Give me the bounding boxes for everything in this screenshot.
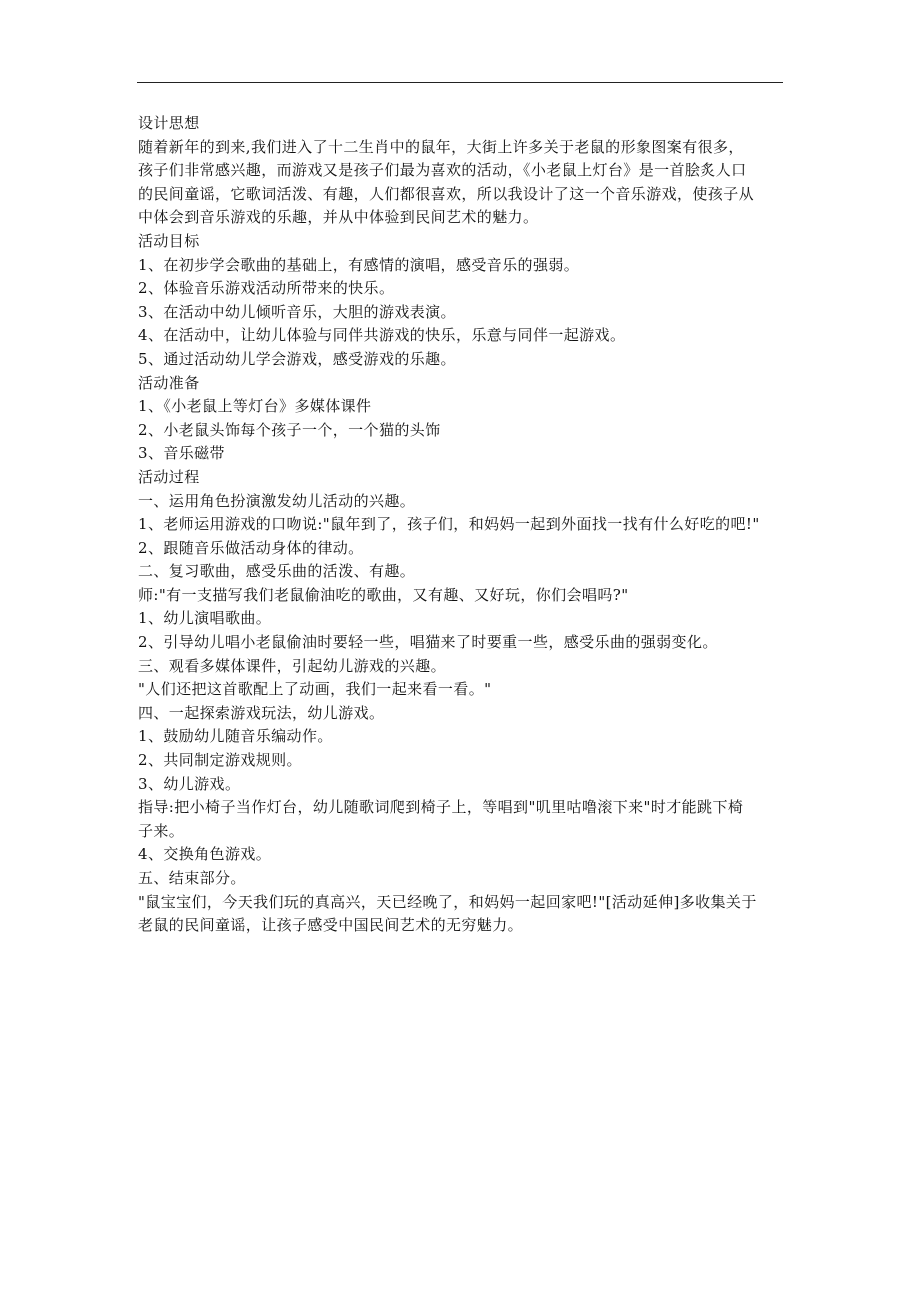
closing-paragraph — [138, 891, 784, 938]
process-line: 五、结束部分。 — [138, 869, 246, 887]
paragraph-line: 老鼠的民间童谣，让孩子感受中国民间艺术的无穷魅力。 — [138, 916, 524, 935]
process-line: 4、交换角色游戏。 — [138, 845, 272, 864]
prep-item: 2、小老鼠头饰每个孩子一个，一个猫的头饰 — [138, 420, 441, 439]
paragraph-line: "鼠宝宝们，今天我们玩的真高兴，天已经晚了，和妈妈一起回家吧!"[活动延伸]多收集关于 — [138, 892, 757, 911]
process-line: 1、幼儿演唱歌曲。 — [138, 609, 272, 628]
process-line: 1、鼓励幼儿随音乐编动作。 — [138, 727, 333, 746]
design-paragraph — [138, 136, 784, 230]
paragraph-line: 的民间童谣，它歌词活泼、有趣，人们都很喜欢，所以我设计了这一个音乐游戏，使孩子从 — [138, 184, 755, 203]
process-line: 2、共同制定游戏规则。 — [138, 751, 302, 770]
header-rule — [137, 82, 783, 83]
process-line: 一、运用角色扮演激发幼儿活动的兴趣。 — [138, 491, 416, 510]
paragraph-line: 中体会到音乐游戏的乐趣，并从中体验到民间艺术的魅力。 — [138, 208, 539, 227]
process-line: 1、老师运用游戏的口吻说:"鼠年到了，孩子们，和妈妈一起到外面找一找有什么好吃的吧!" — [138, 515, 760, 534]
goal-item: 3、在活动中幼儿倾听音乐，大胆的游戏表演。 — [138, 302, 456, 321]
goal-item: 5、通过活动幼儿学会游戏，感受游戏的乐趣。 — [138, 349, 456, 368]
process-line: 2、跟随音乐做活动身体的律动。 — [138, 538, 364, 557]
document-body — [138, 112, 784, 938]
paragraph-line: 随着新年的到来,我们进入了十二生肖中的鼠年，大街上许多关于老鼠的形象图案有很多， — [138, 137, 744, 156]
process-line: 四、一起探索游戏玩法，幼儿游戏。 — [138, 703, 385, 722]
paragraph-line: 子来。 — [138, 821, 185, 840]
goal-item: 4、在活动中，让幼儿体验与同伴共游戏的快乐，乐意与同伴一起游戏。 — [138, 326, 626, 345]
goal-item: 2、体验音乐游戏活动所带来的快乐。 — [138, 279, 395, 298]
paragraph-line: 指导:把小椅子当作灯台，幼儿随歌词爬到椅子上，等唱到"叽里咕噜滚下来"时才能跳下椅 — [138, 798, 744, 817]
process-line: 3、幼儿游戏。 — [138, 774, 241, 793]
process-line: "人们还把这首歌配上了动画，我们一起来看一看。" — [138, 680, 492, 699]
prep-item: 3、音乐磁带 — [138, 444, 225, 463]
section-heading-process: 活动过程 — [138, 467, 200, 486]
process-line: 师:"有一支描写我们老鼠偷油吃的歌曲，又有趣、又好玩，你们会唱吗?" — [138, 585, 629, 604]
paragraph-line: 孩子们非常感兴趣，而游戏又是孩子们最为喜欢的活动，《小老鼠上灯台》是一首脍炙人口 — [138, 161, 747, 180]
process-line: 2、引导幼儿唱小老鼠偷油时要轻一些，唱猫来了时要重一些，感受乐曲的强弱变化。 — [138, 633, 718, 652]
process-line: 三、观看多媒体课件，引起幼儿游戏的兴趣。 — [138, 656, 447, 675]
section-heading-prep: 活动准备 — [138, 373, 200, 392]
section-heading-goals: 活动目标 — [138, 231, 200, 250]
guidance-paragraph — [138, 796, 784, 843]
process-line: 二、复习歌曲，感受乐曲的活泼、有趣。 — [138, 562, 416, 581]
prep-item: 1、《小老鼠上等灯台》多媒体课件 — [138, 397, 372, 416]
section-heading-design: 设计思想 — [138, 114, 200, 132]
goal-item: 1、在初步学会歌曲的基础上，有感情的演唱，感受音乐的强弱。 — [138, 255, 580, 274]
